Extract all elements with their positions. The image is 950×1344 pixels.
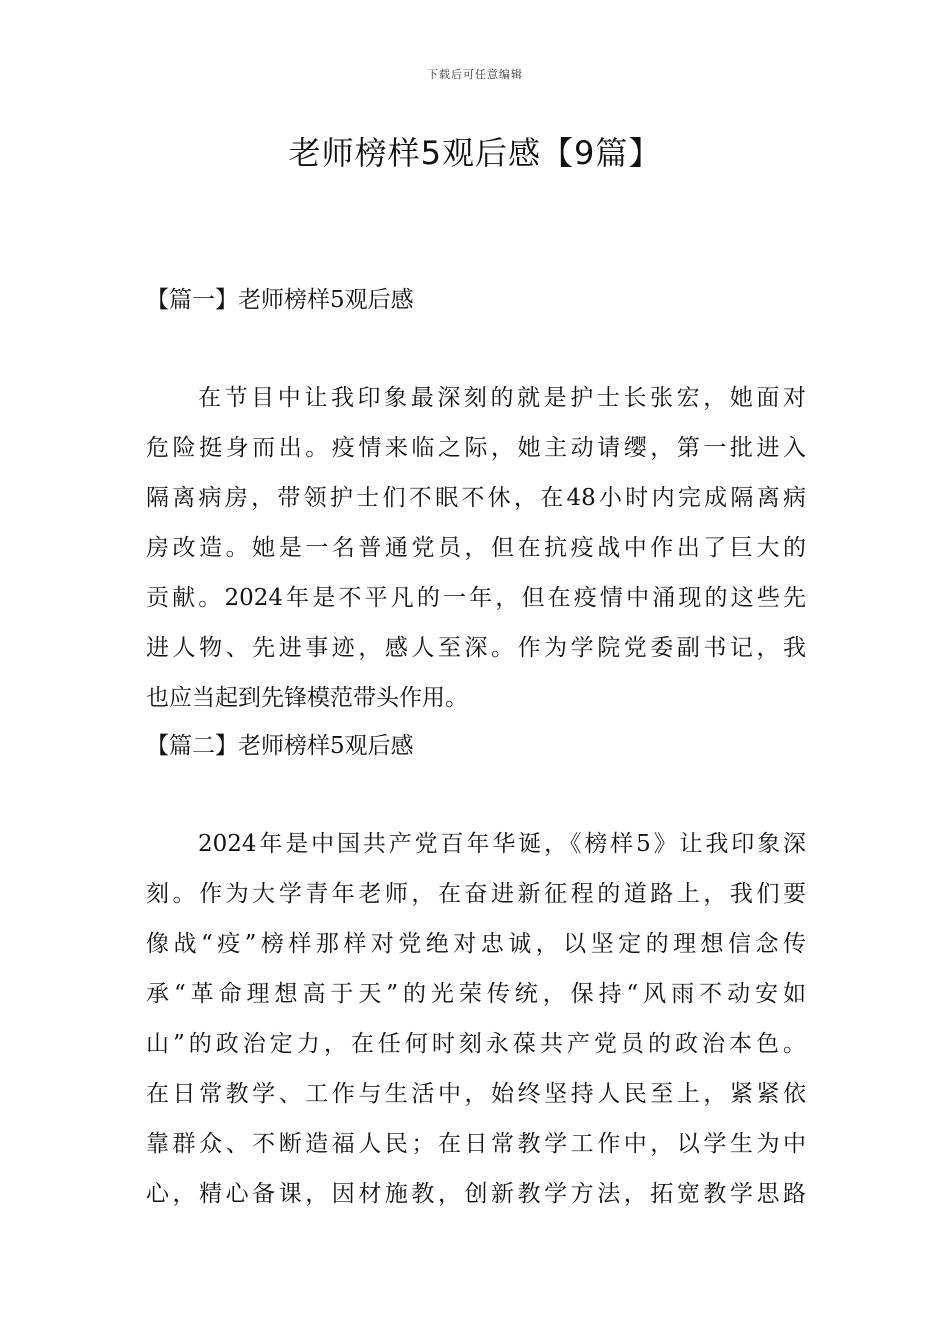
paragraph-line: 承“革命理想高于天”的光荣传统，保持“风雨不动安如 [146, 981, 806, 1007]
document-title: 老师榜样5观后感【9篇】 [288, 134, 662, 172]
paragraph-line: 房改造。她是一名普通党员，但在抗疫战中作出了巨大的 [146, 535, 806, 561]
header-note: 下载后可任意编辑 [427, 68, 523, 81]
section-1-paragraph [146, 373, 806, 723]
section-heading-1: 【篇一】老师榜样5观后感 [146, 287, 414, 313]
paragraph-line: 刻。作为大学青年老师，在奋进新征程的道路上，我们要 [146, 881, 806, 907]
paragraph-line: 心，精心备课，因材施教，创新教学方法，拓宽教学思路 [146, 1181, 806, 1207]
paragraph-line: 贡献。2024年是不平凡的一年，但在疫情中涌现的这些先 [146, 585, 806, 611]
paragraph-line: 隔离病房，带领护士们不眠不休，在48小时内完成隔离病 [146, 485, 806, 511]
paragraph-line: 靠群众、不断造福人民；在日常教学工作中，以学生为中 [146, 1131, 806, 1157]
paragraph-line: 2024年是中国共产党百年华诞，《榜样5》让我印象深 [198, 831, 806, 857]
paragraph-line: 危险挺身而出。疫情来临之际，她主动请缨，第一批进入 [146, 435, 806, 461]
paragraph-line: 在节目中让我印象最深刻的就是护士长张宏，她面对 [198, 385, 806, 411]
section-2-paragraph [146, 819, 806, 1219]
paragraph-line: 进人物、先进事迹，感人至深。作为学院党委副书记，我 [146, 635, 806, 661]
paragraph-line: 像战“疫”榜样那样对党绝对忠诚，以坚定的理想信念传 [146, 931, 806, 957]
section-heading-2: 【篇二】老师榜样5观后感 [146, 733, 414, 759]
paragraph-line: 山”的政治定力，在任何时刻永葆共产党员的政治本色。 [146, 1031, 806, 1057]
paragraph-line: 也应当起到先锋模范带头作用。 [146, 685, 468, 711]
paragraph-line: 在日常教学、工作与生活中，始终坚持人民至上，紧紧依 [146, 1081, 806, 1107]
